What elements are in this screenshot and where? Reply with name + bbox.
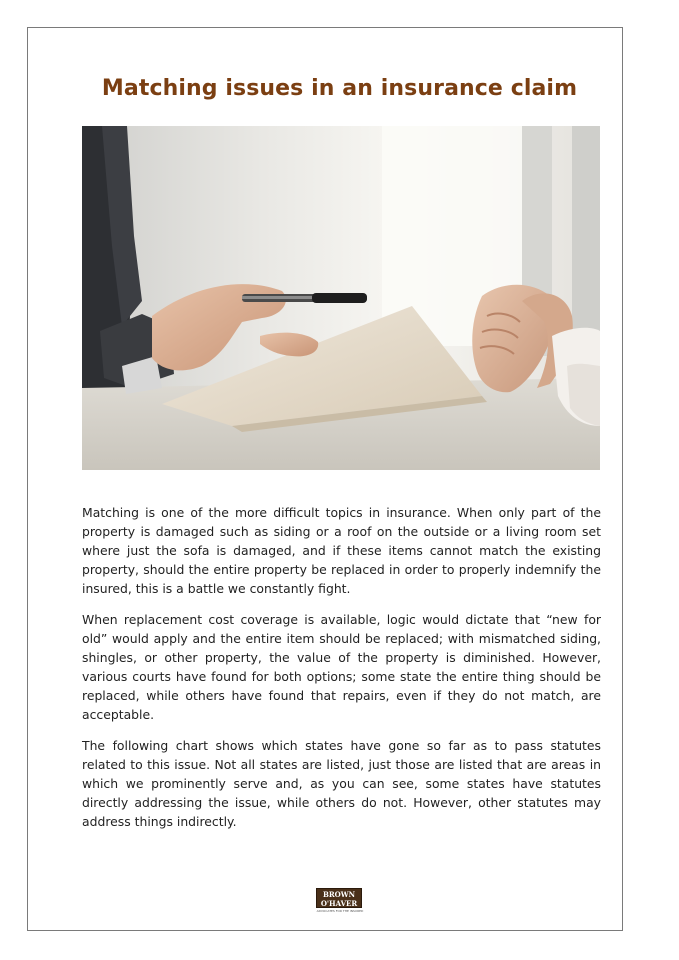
article-body: [82, 503, 601, 843]
logo-tagline: ADVOCATES FOR THE INSURED: [316, 909, 364, 913]
paragraph-1: Matching is one of the more difficult topics in insurance. When only part of the property is damaged such as siding or a roof on the outside or a living room set where just the sofa is damaged, and if these items cannot match the existing property, should the entire property be replaced in order to properly indemnify the insured, this is a battle we constantly fight.: [82, 505, 601, 596]
header-photo: [82, 126, 600, 470]
logo-line-2: O'HAVER: [320, 899, 358, 908]
logo-line-1: BROWN: [322, 890, 356, 899]
brown-ohaver-logo: [316, 888, 364, 916]
logo-mark: [316, 888, 362, 908]
page-title: Matching issues in an insurance claim: [101, 76, 578, 101]
paragraph-2: When replacement cost coverage is available, logic would dictate that “new for old” would apply and the entire item should be replaced; with mismatched siding, shingles, or other property, the value of the property is diminished. However, various courts have found for both options; some state the entire thing should be replaced, while others have found that repairs, even if they do not match, are acceptable.: [82, 612, 601, 722]
paragraph-3: The following chart shows which states have gone so far as to pass statutes related to this issue. Not all states are listed, just those are listed that are areas in which we prominently serve and, as you can see, some states have statutes directly addressing the issue, while others do not. However, other statutes may address things indirectly.: [82, 738, 601, 829]
